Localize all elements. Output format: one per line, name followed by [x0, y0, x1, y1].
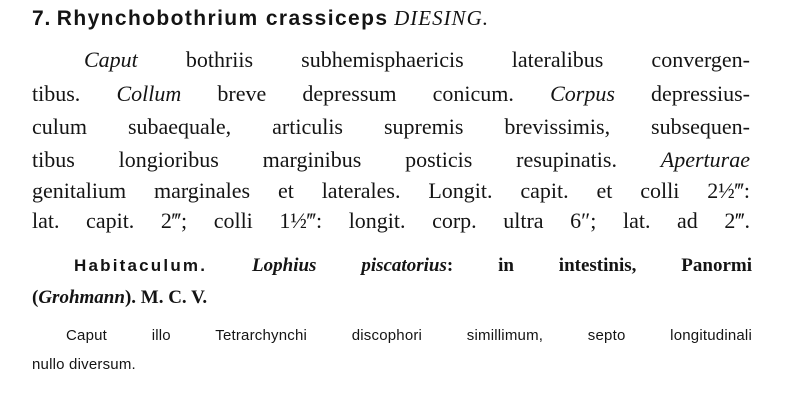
habitat-line-1: Habitaculum. Lophius piscatorius: in intestinis, Panormi: [74, 255, 753, 276]
host-name: Lophius piscatorius: [252, 255, 447, 276]
species-author: DIESING.: [394, 6, 489, 30]
habitat-label: Habitaculum.: [74, 256, 208, 275]
note-line-1: Caput illo Tetrarchynchi discophori simillimum, septo longitudinali: [66, 327, 752, 344]
habitat-line-2: (Grohmann). M. C. V.: [32, 287, 208, 308]
description-line-6: lat. capit. 2‴; colli 1½‴: longit. corp. ultra 6″; lat. ad 2‴.: [32, 208, 750, 233]
description-line-4: tibus longioribus marginibus posticis resupinatis. Aperturae: [32, 147, 750, 172]
note-line-2: nullo diversum.: [32, 356, 136, 373]
collector-name: Grohmann: [38, 287, 125, 308]
species-number: 7.: [32, 7, 52, 30]
species-heading: [32, 5, 752, 32]
description-line-2: tibus. Collum breve depressum conicum. Corpus depressius-: [32, 81, 751, 106]
species-name: Rhynchobothrium crassiceps: [56, 7, 389, 30]
description-line-3: culum subaequale, articulis supremis brevissimis, subsequen-: [32, 114, 750, 139]
description-line-1: Caput bothriis subhemisphaericis lateralibus convergen-: [84, 47, 750, 72]
description-line-5: genitalium marginales et laterales. Longit. capit. et colli 2½‴:: [32, 178, 750, 203]
